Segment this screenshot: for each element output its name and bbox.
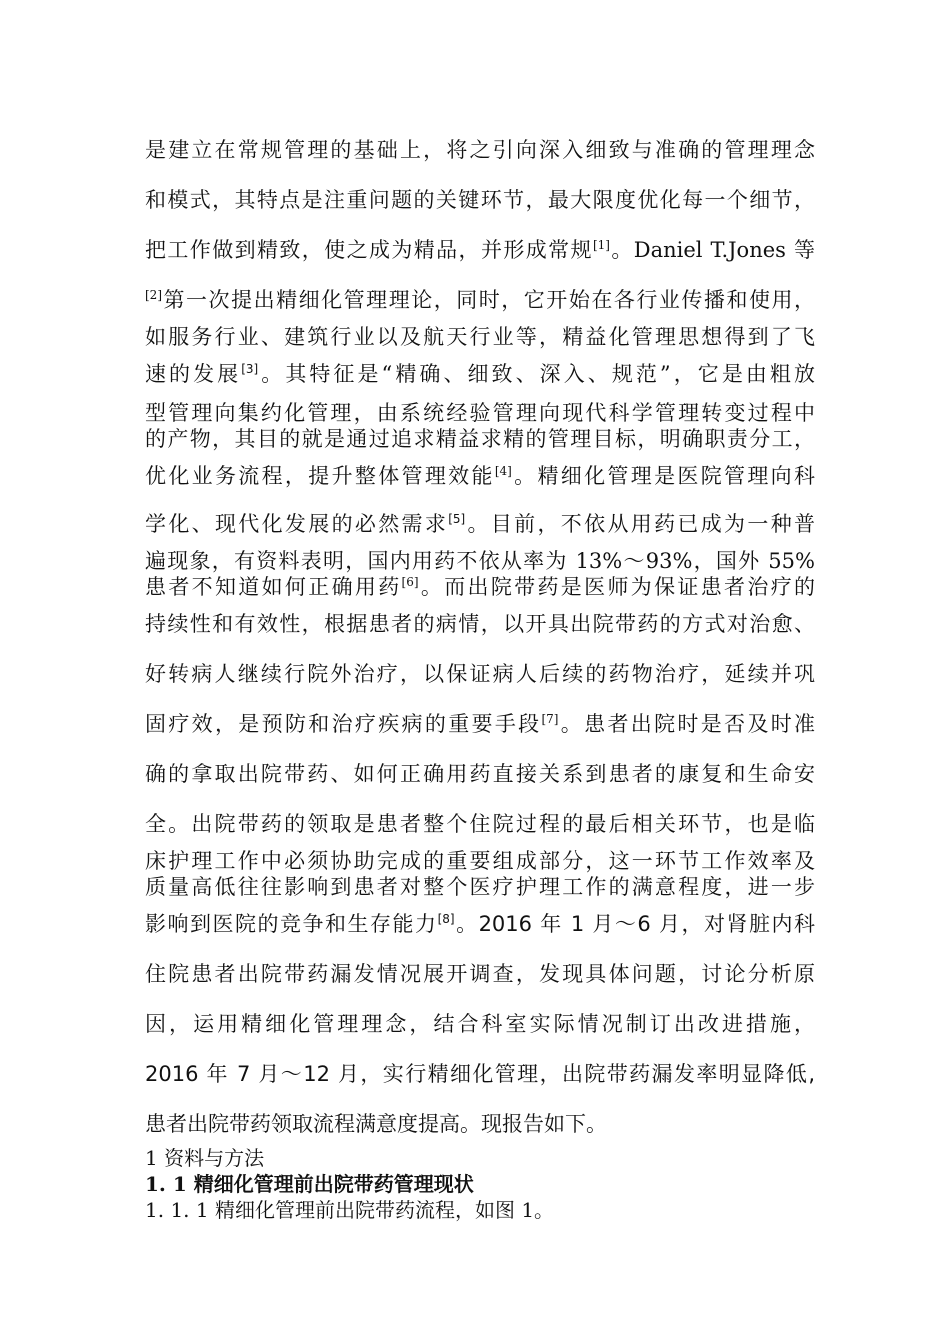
paragraph-line — [145, 661, 815, 687]
text-run: 。2016 年 1 月～6 月，对肾脏内科 — [454, 912, 815, 936]
text-run: 床护理工作中必须协助完成的重要组成部分，这一环节工作效率及 — [145, 849, 815, 873]
text-run: 型管理向集约化管理，由系统经验管理向现代科学管理转变过程中 — [145, 401, 815, 425]
paragraph-line — [145, 548, 815, 574]
text-run: 持续性和有效性，根据患者的病情， — [145, 612, 504, 636]
citation-ref: [7] — [541, 712, 559, 726]
citation-ref: [8] — [437, 912, 455, 926]
text-run: 和模式，其特点是注重问题的关键环节，最大限度优化每一个细节， — [145, 188, 815, 212]
text-run: 因，运用精细化管理理念，结合科室实际情况制订出改进措施， — [145, 1012, 815, 1036]
paragraph-line — [145, 911, 815, 937]
text-run: 是 — [145, 138, 169, 162]
text-run: 。精细化管理是医院管理向科 — [511, 464, 816, 488]
text-run: 2016 年 7 月～12 月，实行精细化管理，出院带药漏发率明显降低, — [145, 1062, 815, 1086]
text-run: 遍现象，有资料表明，国内用药不依从率为 13%～93%，国外 55% — [145, 549, 815, 573]
paragraph-line — [145, 761, 815, 787]
text-run: 第一次提出精细化管理理论，同时，它开始在各行业传播和使用， — [162, 288, 815, 312]
text-run: 出院带药的领取是患者整个住院过程的最后相关环节，也是临 — [191, 812, 815, 836]
paragraph-line — [145, 287, 815, 313]
paragraph-line — [145, 1061, 815, 1087]
text-run: 优化业务流程，提升整体管理效能 — [145, 464, 495, 488]
paragraph-line — [145, 1011, 815, 1037]
paragraph-line — [145, 400, 815, 426]
citation-ref: [4] — [494, 464, 512, 478]
text-run: 。其特征是“精确、细致、深入、规范”，它是由粗放 — [258, 362, 815, 386]
paragraph-line — [145, 711, 815, 737]
section-heading-1-1-1: 1. 1. 1 精细化管理前出院带药流程，如图 1。 — [145, 1198, 555, 1222]
text-run: 全。 — [145, 812, 192, 836]
text-run: 是预防和治疗疾病的重要手段 — [238, 712, 542, 736]
paragraph-line — [145, 574, 815, 600]
text-run: 如服务行业、建筑行业以及航天行业等，精益化管理思想得到了飞 — [145, 325, 815, 349]
text-run: 患者 — [145, 1112, 187, 1136]
citation-ref: [6] — [401, 575, 419, 589]
section-heading-1-1: 1. 1 精细化管理前出院带药管理现状 — [145, 1172, 474, 1196]
paragraph-line — [145, 1111, 815, 1137]
text-run: 好转病人继续行院外治疗，以保证病人后续的药物治疗，延续并巩 — [145, 662, 815, 686]
text-run: 速的发展 — [145, 362, 242, 386]
text-run: 目前，不依从用药已成为一种普 — [490, 512, 816, 536]
text-run: 的产物，其目的就是通过追求精益求精的管理目标，明确职责分工， — [145, 427, 815, 451]
paragraph-line — [145, 187, 815, 213]
paragraph-line — [145, 137, 815, 163]
text-run: 。现报告如下。 — [460, 1112, 607, 1136]
text-run: 确的拿取出院带药、如何正确用药直接关系到患者的康复和生命安 — [145, 762, 815, 786]
text-run: 患者不知道如何正确用药 — [145, 575, 402, 599]
citation-ref: [5] — [448, 512, 466, 526]
text-run: 以开具出院带药的方式对治愈、 — [503, 612, 816, 636]
paragraph-line — [145, 874, 815, 900]
text-run: 。患者出院时是否及时准 — [558, 712, 816, 736]
text-run: 质量高低往往影响到患者对整个医疗护理工作的满意程度，进一步 — [145, 875, 815, 899]
text-run: 出院带药领取流程满意度提高 — [187, 1112, 460, 1136]
citation-ref: [1] — [592, 238, 610, 252]
paragraph-line — [145, 324, 815, 350]
paragraph-line — [145, 361, 815, 387]
paragraph-line — [145, 811, 815, 837]
text-run: 建立在常规管理的基础上，将之引向深入细致与准确的管理理念 — [168, 138, 816, 162]
citation-ref: [3] — [241, 362, 259, 376]
citation-ref: [2] — [145, 288, 162, 302]
text-run: 学化、现代化发展的必然需求 — [145, 512, 449, 536]
paragraph-line — [145, 511, 815, 537]
text-run: 把工作做到精致，使之成为精品，并形成常规 — [145, 238, 593, 262]
text-run: 。Daniel T.Jones 等 — [609, 238, 816, 262]
paragraph-line — [145, 426, 815, 452]
paragraph-line — [145, 848, 815, 874]
text-run: 影响到医院的竞争和生存能力 — [145, 912, 438, 936]
paragraph-line — [145, 463, 815, 489]
text-run: 固疗效， — [145, 712, 239, 736]
paragraph-line — [145, 237, 815, 263]
text-run: 住院患者出院带药漏发情况展开调查，发现具体问题，讨论分析原 — [145, 962, 815, 986]
text-run: 。 — [465, 512, 491, 536]
paragraph-line — [145, 611, 815, 637]
section-heading-1: 1 资料与方法 — [145, 1146, 265, 1170]
paragraph-line — [145, 961, 815, 987]
text-run: 。而出院带药是医师为保证患者治疗的 — [418, 575, 816, 599]
